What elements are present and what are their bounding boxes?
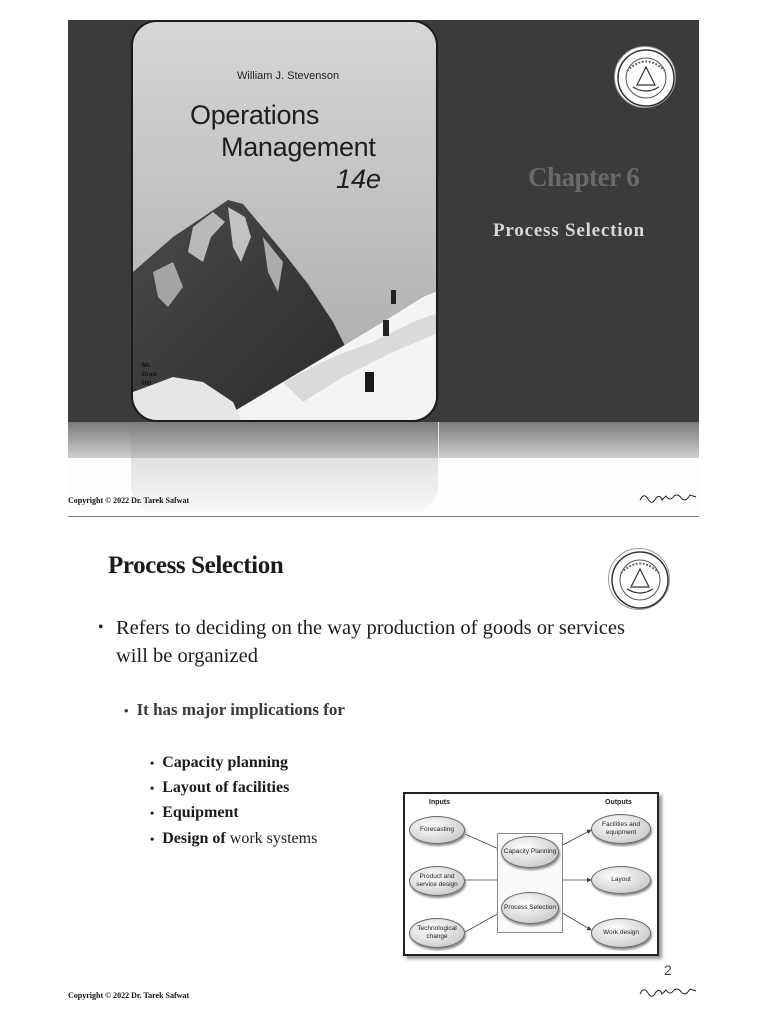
node-forecasting: Forecasting xyxy=(409,816,465,844)
sub-bullet: • It has major implications for xyxy=(124,700,345,719)
process-diagram xyxy=(403,792,659,956)
signature-icon xyxy=(638,984,698,1000)
inputs-header: Inputs xyxy=(429,799,450,806)
band-divider xyxy=(438,422,439,458)
outputs-header: Outputs xyxy=(605,799,632,806)
university-seal-icon xyxy=(608,548,670,610)
cover-edition: 14e xyxy=(336,164,382,194)
mountain-illustration xyxy=(133,22,438,422)
university-seal-icon xyxy=(614,46,676,108)
node-capacity-planning: Capacity Planning xyxy=(501,836,559,868)
list-item: • Design of work systems xyxy=(150,830,318,847)
copyright-text: Copyright © 2022 Dr. Tarek Safwat xyxy=(68,496,190,505)
list-item-text: Capacity planning xyxy=(162,754,289,771)
main-bullet-text: Refers to deciding on the way production of goods or services will be organized xyxy=(116,617,625,667)
node-technological-change: Technological change xyxy=(409,918,465,948)
page-number: 2 xyxy=(664,962,672,978)
chapter-title: Chapter 6 xyxy=(528,162,640,192)
node-work-design: Work design xyxy=(591,918,651,948)
chapter-subtitle: Process Selection xyxy=(493,220,646,241)
book-cover xyxy=(131,20,438,422)
publisher-logo: Mc Graw Hill xyxy=(142,363,158,387)
node-product-service-design: Product and service design xyxy=(409,866,465,896)
list-item-text: Layout of facilities xyxy=(162,779,290,796)
list-item-text-normal: work systems xyxy=(229,830,318,847)
node-process-selection: Process Selection xyxy=(501,892,559,924)
cover-title-line2: Management xyxy=(221,132,376,162)
node-layout: Layout xyxy=(591,866,651,894)
cover-author: William J. Stevenson xyxy=(237,70,340,82)
list-item: • Equipment xyxy=(150,804,239,821)
list-item: • Layout of facilities xyxy=(150,779,290,796)
cover-title-line1: Operations xyxy=(190,100,320,130)
list-item: • Capacity planning xyxy=(150,754,289,771)
list-item-text: Equipment xyxy=(162,804,239,821)
sub-bullet-text: It has major implications for xyxy=(136,700,345,719)
list-item-text: Design of xyxy=(162,830,230,847)
signature-icon xyxy=(638,490,698,506)
title-slide xyxy=(68,20,699,512)
node-facilities-equipment: Facilities and equipment xyxy=(591,814,651,844)
main-bullet: • Refers to deciding on the way production of goods or services will be organized xyxy=(98,614,658,670)
slide-title: Process Selection xyxy=(108,552,284,579)
copyright-text: Copyright © 2022 Dr. Tarek Safwat xyxy=(68,991,190,1000)
slide-divider xyxy=(68,516,699,517)
